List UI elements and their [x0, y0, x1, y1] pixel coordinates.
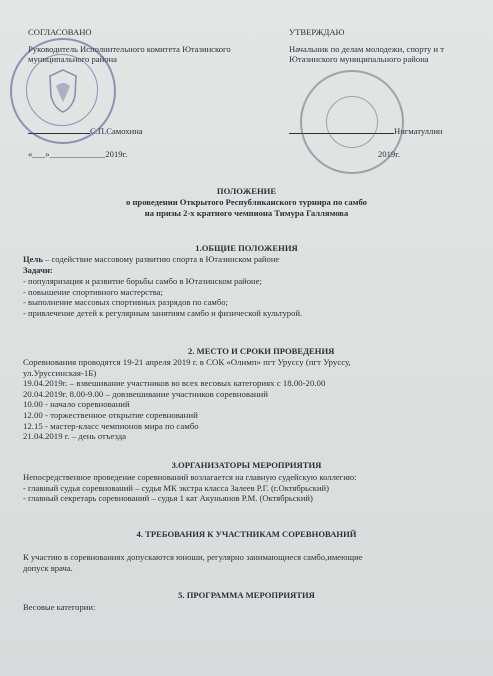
list-item: 12.15 - мастер-класс чемпионов мира по самбо [23, 420, 199, 431]
approval-right-date: 2019г. [378, 149, 400, 159]
list-item: 10.00 - начало соревнований [23, 399, 130, 410]
section4-line2: допуск врача. [23, 563, 73, 573]
goal-text: – содействие массовому развитию спорта в Ютазинском районе [42, 254, 280, 264]
official-seal-right-inner-ring [326, 96, 378, 148]
goal-label: Цель [23, 254, 43, 264]
list-item: Соревнования проводятся 19-21 апреля 2019 г. в СОК «Олимп» пгт Уруссу (пгт Уруссу, [23, 357, 351, 367]
official-seal-left [10, 38, 116, 144]
official-seal-right [300, 70, 404, 174]
list-item: ул.Уруссинская-1Б) [23, 367, 97, 378]
list-item: - популяризация и развитие борьбы самбо в Ютазинском районе; [23, 276, 262, 286]
list-item: Непосредственное проведение соревнований возлагается на главную судейскую коллегию: [23, 472, 357, 482]
section2-heading: 2. МЕСТО И СРОКИ ПРОВЕДЕНИЯ [188, 346, 335, 356]
approval-right-line1: Начальник по делам молодежи, спорту и т [289, 44, 445, 54]
section1-tasks-label: Задачи: [23, 265, 53, 275]
section5-heading: 5. ПРОГРАММА МЕРОПРИЯТИЯ [178, 590, 315, 600]
official-seal-left-emblem [12, 40, 114, 142]
list-item: 19.04.2019г. – взвешивание участников во всех весовых категориях с 18.00-20.00 [23, 378, 326, 389]
list-item: - привлечение детей к регулярным занятиям самбо и физической культурой. [23, 307, 303, 318]
approval-left-signer: С.П.Самохина [90, 126, 143, 136]
list-item: 12.00 - торжественное открытие соревнований [23, 409, 198, 420]
section1-heading: 1.ОБЩИЕ ПОЛОЖЕНИЯ [195, 243, 298, 253]
section5-line1: Весовые категории: [23, 602, 96, 612]
section1-goal [23, 254, 279, 265]
section4-line1: К участию в соревнованиях допускаются юноши, регулярно занимающиеся самбо,имеющие [23, 552, 363, 562]
document-subtitle-line2: на призы 2-х кратного чемпиона Тимура Галлямова [144, 208, 349, 218]
approval-right-title: УТВЕРЖДАЮ [289, 27, 345, 37]
approval-left-date: «___»_____________2019г. [28, 149, 128, 159]
section3-heading: 3.ОРГАНИЗАТОРЫ МЕРОПРИЯТИЯ [171, 460, 322, 470]
approval-left-line2: муниципального района [28, 54, 117, 64]
section3-lines [23, 472, 357, 504]
list-item: - повышение спортивного мастерства; [23, 286, 163, 297]
list-item: 21.04.2019 г. – день отъезда [23, 431, 127, 442]
approval-left-line1: Руководитель Исполнительного комитета Ютазинского [28, 44, 231, 54]
approval-right-signer: Нигматуллин [394, 126, 443, 136]
list-item: - главный судья соревнований – судья МК экстра класса Залеев Р.Г. (г.Октябрьский) [23, 482, 330, 493]
section2-lines [23, 357, 351, 442]
list-item: 20.04.2019г. 8.00-9.00 – довзвешивание участников соревнований [23, 388, 268, 399]
approval-right-line2: Ютазинского муниципального района [289, 54, 429, 64]
section4-heading: 4. ТРЕБОВАНИЯ К УЧАСТНИКАМ СОРЕВНОВАНИЙ [136, 529, 357, 539]
document-title: ПОЛОЖЕНИЕ [216, 186, 277, 196]
list-item: - выполнение массовых спортивных разрядов по самбо; [23, 297, 228, 308]
list-item: - главный секретарь соревнований – судья 1 кат Акуньянов Р.М. (Октябрьский) [23, 493, 313, 504]
document-subtitle-line1: о проведении Открытого Республиканского турнира по самбо [126, 197, 367, 207]
section1-task-list [23, 276, 302, 318]
approval-left-title: СОГЛАСОВАНО [28, 27, 92, 37]
